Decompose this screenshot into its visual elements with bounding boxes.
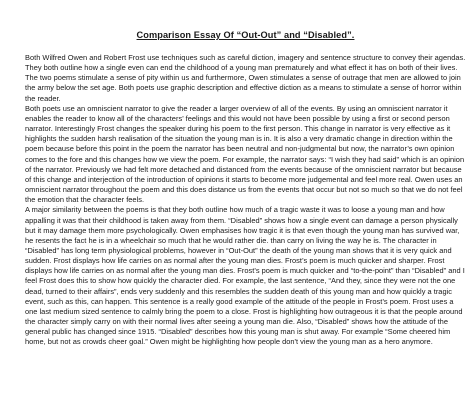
essay-title: Comparison Essay Of “Out-Out” and “Disabled”. — [136, 30, 355, 40]
essay-body — [25, 53, 466, 348]
essay-paragraph-3: A major similarity between the poems is that they both outline how much of a tragic waste it was to loose a young man and how appalling it was that their childhood is taken away from them. “Disabled” shows how a single event can damage a person physically but it may damage them more psychologically. Owen emphasises how tragic it is that even though the young man has survived war, he resents the fact he is in a wheelchair so much that he would rather die. than carry on living the way he is. The character in “Disabled” has long term physiological problems, however in “Out-Out” the death of the young man shows that it is very quick and sudden. Frost displays how life carries on as normal after the young man dies. Frost’s poem is much quicker and sharper. Frost displays how life carries on as normal after the young man dies. Frost’s poem is much quicker and “to-the-point” than “Disabled” and I feel Frost does this to show how quickly the character died. For example, the last sentence, “And they, since they were not the one dead, turned to their affairs”, ends very suddenly and this resembles the sudden death of this young man and how quickly a tragic event, such as this, can happen. This sentence is a really good example of the attitude of the people in Frost’s poem. Frost uses a one last medium sized sentence to calmly bring the poem to a close. Frost is highlighting how outrageous it is that the people around the character simply carry on with their normal lives after seeing a young man die. Also, “Disabled” shows how the attitude of the general public has changed since 1915. “Disabled” describes how this young man is shut away. For example “Some cheered him home, but not as crowds cheer goal.” Owen might be highlighting how people don't view the young man as a hero anymore. — [25, 205, 465, 347]
essay-paragraph-2: Both poets use an omniscient narrator to give the reader a larger overview of all of the events. By using an omniscient narrator it enables the reader to know all of the characters’ feelings and this would not have been possible by using a first or second person narrator. Interestingly Frost changes the speaker during his poem to the first person. This change in narrator is very effective as it highlights the sudden harsh realisation of the situation the young man is in. It is also a very dramatic change in direction within the poem because before this point in the poem the narrator has been neutral and non-judgmental but now, the narrator’s own opinion comes to the fore and this changes how we view the poem. For example, the narrator says: “I wish they had said” which is an opinion of the narrator. Previously we had felt more detached and distanced from the events because of the omniscient narrator but because of this change and interjection of the introduction of opinions it starts to become more judgemental and feel more real. Owen uses an omniscient narrator throughout the poem and this does distance us from the events that occur but not so much so that we do not feel the emotion that the character feels. — [25, 103, 465, 205]
essay-paragraph-1: Both Wilfred Owen and Robert Frost use techniques such as careful diction, imagery and sentence structure to convey their agendas. They both outline how a single even can end the childhood of a young man prematurely and what effect it has on both of their lives. The two poems stimulate a sense of pity within us and furthermore, Owen stimulates a sense of outrage that men are allowed to join the army below the set age. Both poets use graphic description and effective diction as a means to stimulate a sense of horror within the reader. — [25, 53, 466, 103]
